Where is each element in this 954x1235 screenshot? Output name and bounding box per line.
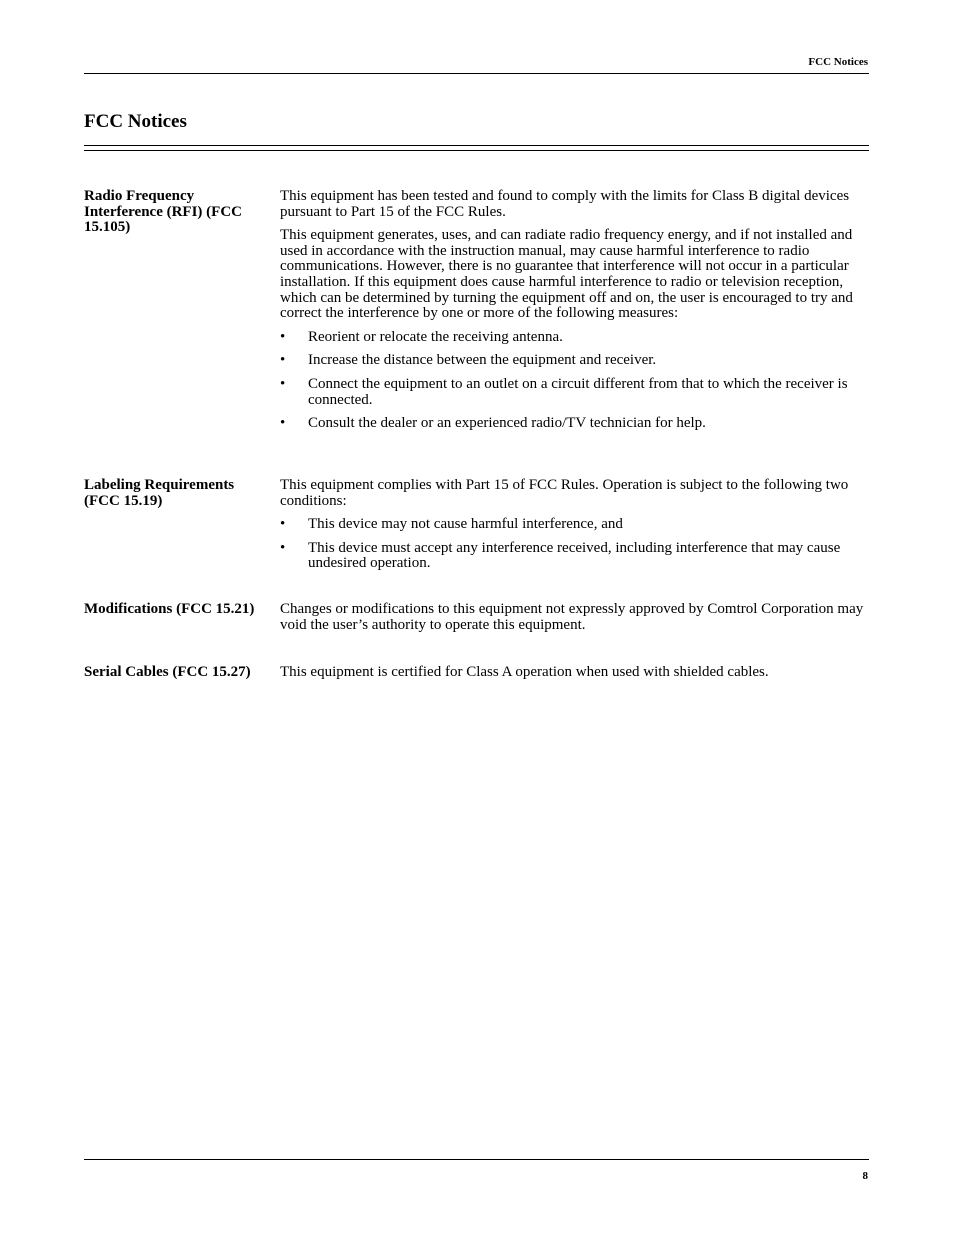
bullet-list [280, 330, 869, 432]
bullet-icon: • [280, 415, 286, 432]
header-rule [84, 73, 869, 74]
list-item [280, 541, 869, 572]
paragraph: This equipment is certified for Class A operation when used with shielded cables. [280, 664, 769, 680]
list-item [280, 377, 869, 408]
page-number: 8 [862, 1170, 868, 1182]
bullet-icon: • [280, 539, 286, 556]
paragraph: This equipment has been tested and found to comply with the limits for Class B digital devices pursuant to Part 15 of the FCC Rules. [280, 188, 850, 220]
bullet-icon: • [280, 375, 286, 392]
list-item-text: This device may not cause harmful interference, and [308, 516, 623, 533]
list-item [280, 330, 869, 346]
list-item-text: Reorient or relocate the receiving antenna. [308, 328, 563, 345]
page-title: FCC Notices [84, 111, 187, 132]
section-body [280, 478, 869, 580]
list-item [280, 353, 869, 369]
paragraph: This equipment complies with Part 15 of FCC Rules. Operation is subject to the following two conditions: [280, 477, 849, 509]
list-item-text: Consult the dealer or an experienced radio/TV technician for help. [308, 415, 706, 432]
bullet-icon: • [280, 328, 286, 345]
title-rule-top [84, 145, 869, 146]
section-label: Labeling Requirements (FCC 15.19) [84, 477, 235, 509]
bullet-list [280, 517, 869, 572]
bullet-icon: • [280, 516, 286, 533]
title-rule-bottom [84, 150, 869, 151]
section-label: Modifications (FCC 15.21) [84, 601, 255, 617]
paragraph: This equipment generates, uses, and can radiate radio frequency energy, and if not installed and used in accordance with the instruction manual, may cause harmful interference to radio communications. However, there is no guarantee that interference will not occur in a particular installation. If this equipment does cause harmful interference to radio or television reception, which can be determined by turning the equipment off and on, the user is encouraged to try and correct the interference by one or more of the following measures: [280, 227, 853, 322]
bullet-icon: • [280, 352, 286, 369]
section-body [280, 189, 869, 440]
section-label: Radio Frequency Interference (RFI) (FCC 15.105) [84, 188, 242, 235]
list-item [280, 517, 869, 533]
paragraph: Changes or modifications to this equipment not expressly approved by Comtrol Corporation may void the user’s authority to operate this equipment. [280, 601, 864, 633]
list-item-text: Connect the equipment to an outlet on a circuit different from that to which the receiver is connected. [308, 375, 848, 408]
list-item-text: This device must accept any interference received, including interference that may cause undesired operation. [308, 539, 841, 572]
list-item-text: Increase the distance between the equipment and receiver. [308, 352, 657, 369]
section-body [280, 665, 869, 689]
running-header-title: FCC Notices [808, 56, 868, 68]
list-item [280, 416, 869, 432]
footer-rule [84, 1159, 869, 1160]
section-body [280, 602, 869, 641]
section-label: Serial Cables (FCC 15.27) [84, 664, 251, 680]
